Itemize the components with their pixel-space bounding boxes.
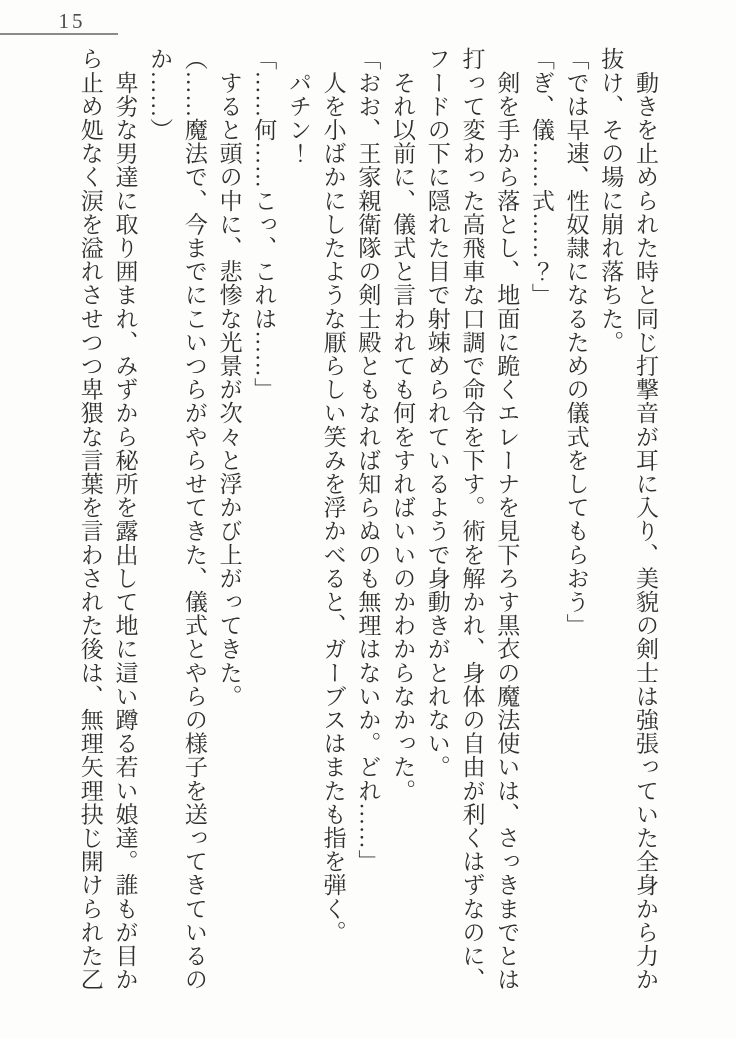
vertical-text-block xyxy=(72,47,662,995)
text-line: 「ぎ、儀……式……？」 xyxy=(528,47,554,307)
text-line: すると頭の中に、悲惨な光景が次々と浮かび上がってきた。 xyxy=(216,47,242,708)
text-line: 抜け、その場に崩れ落ちた。 xyxy=(598,47,624,354)
text-line: （……魔法で、今までにこいつらがやらせてきた、儀式とやらの様子を送ってきているの xyxy=(181,47,207,991)
text-line: か……） xyxy=(147,47,173,142)
text-line: 動きを止められた時と同じ打撃音が耳に入り、美貌の剣士は強張っていた全身から力か xyxy=(633,47,658,991)
text-line: 打って変わった高飛車な口調で命令を下す。術を解かれ、身体の自由が利くはずなのに、 xyxy=(459,47,485,991)
text-line: 「……何……こっ、これは……」 xyxy=(251,47,277,401)
text-line: 人を小ばかにしたような厭らしい笑みを浮かべると、ガーブスはまたも指を弾く。 xyxy=(320,47,346,944)
text-line: 「では早速、性奴隷になるための儀式をしてもらおう」 xyxy=(563,47,589,637)
text-line: 「おお、王家親衛隊の剣士殿ともなれば知らぬのも無理はないか。どれ……」 xyxy=(355,47,381,873)
text-line: ら止め処なく涙を溢れさせつつ卑猥な言葉を言わされた後は、無理矢理抉じ開けられた乙 xyxy=(77,47,103,991)
text-line: フードの下に隠れた目で射竦められているようで身動きがとれない。 xyxy=(424,47,450,779)
text-line: 剣を手から落とし、地面に跪くエレーナを見下ろす黒衣の魔法使いは、さっきまでとは xyxy=(494,47,520,991)
text-line: それ以前に、儀式と言われても何をすればいいのかわからなかった。 xyxy=(390,47,416,803)
page-number: 15 xyxy=(58,9,86,33)
text-line: 卑劣な男達に取り囲まれ、みずから秘所を露出して地に這い蹲る若い娘達。誰もが目か xyxy=(112,47,138,991)
text-line: パチン！ xyxy=(285,47,311,165)
page-number-rule xyxy=(0,33,118,35)
